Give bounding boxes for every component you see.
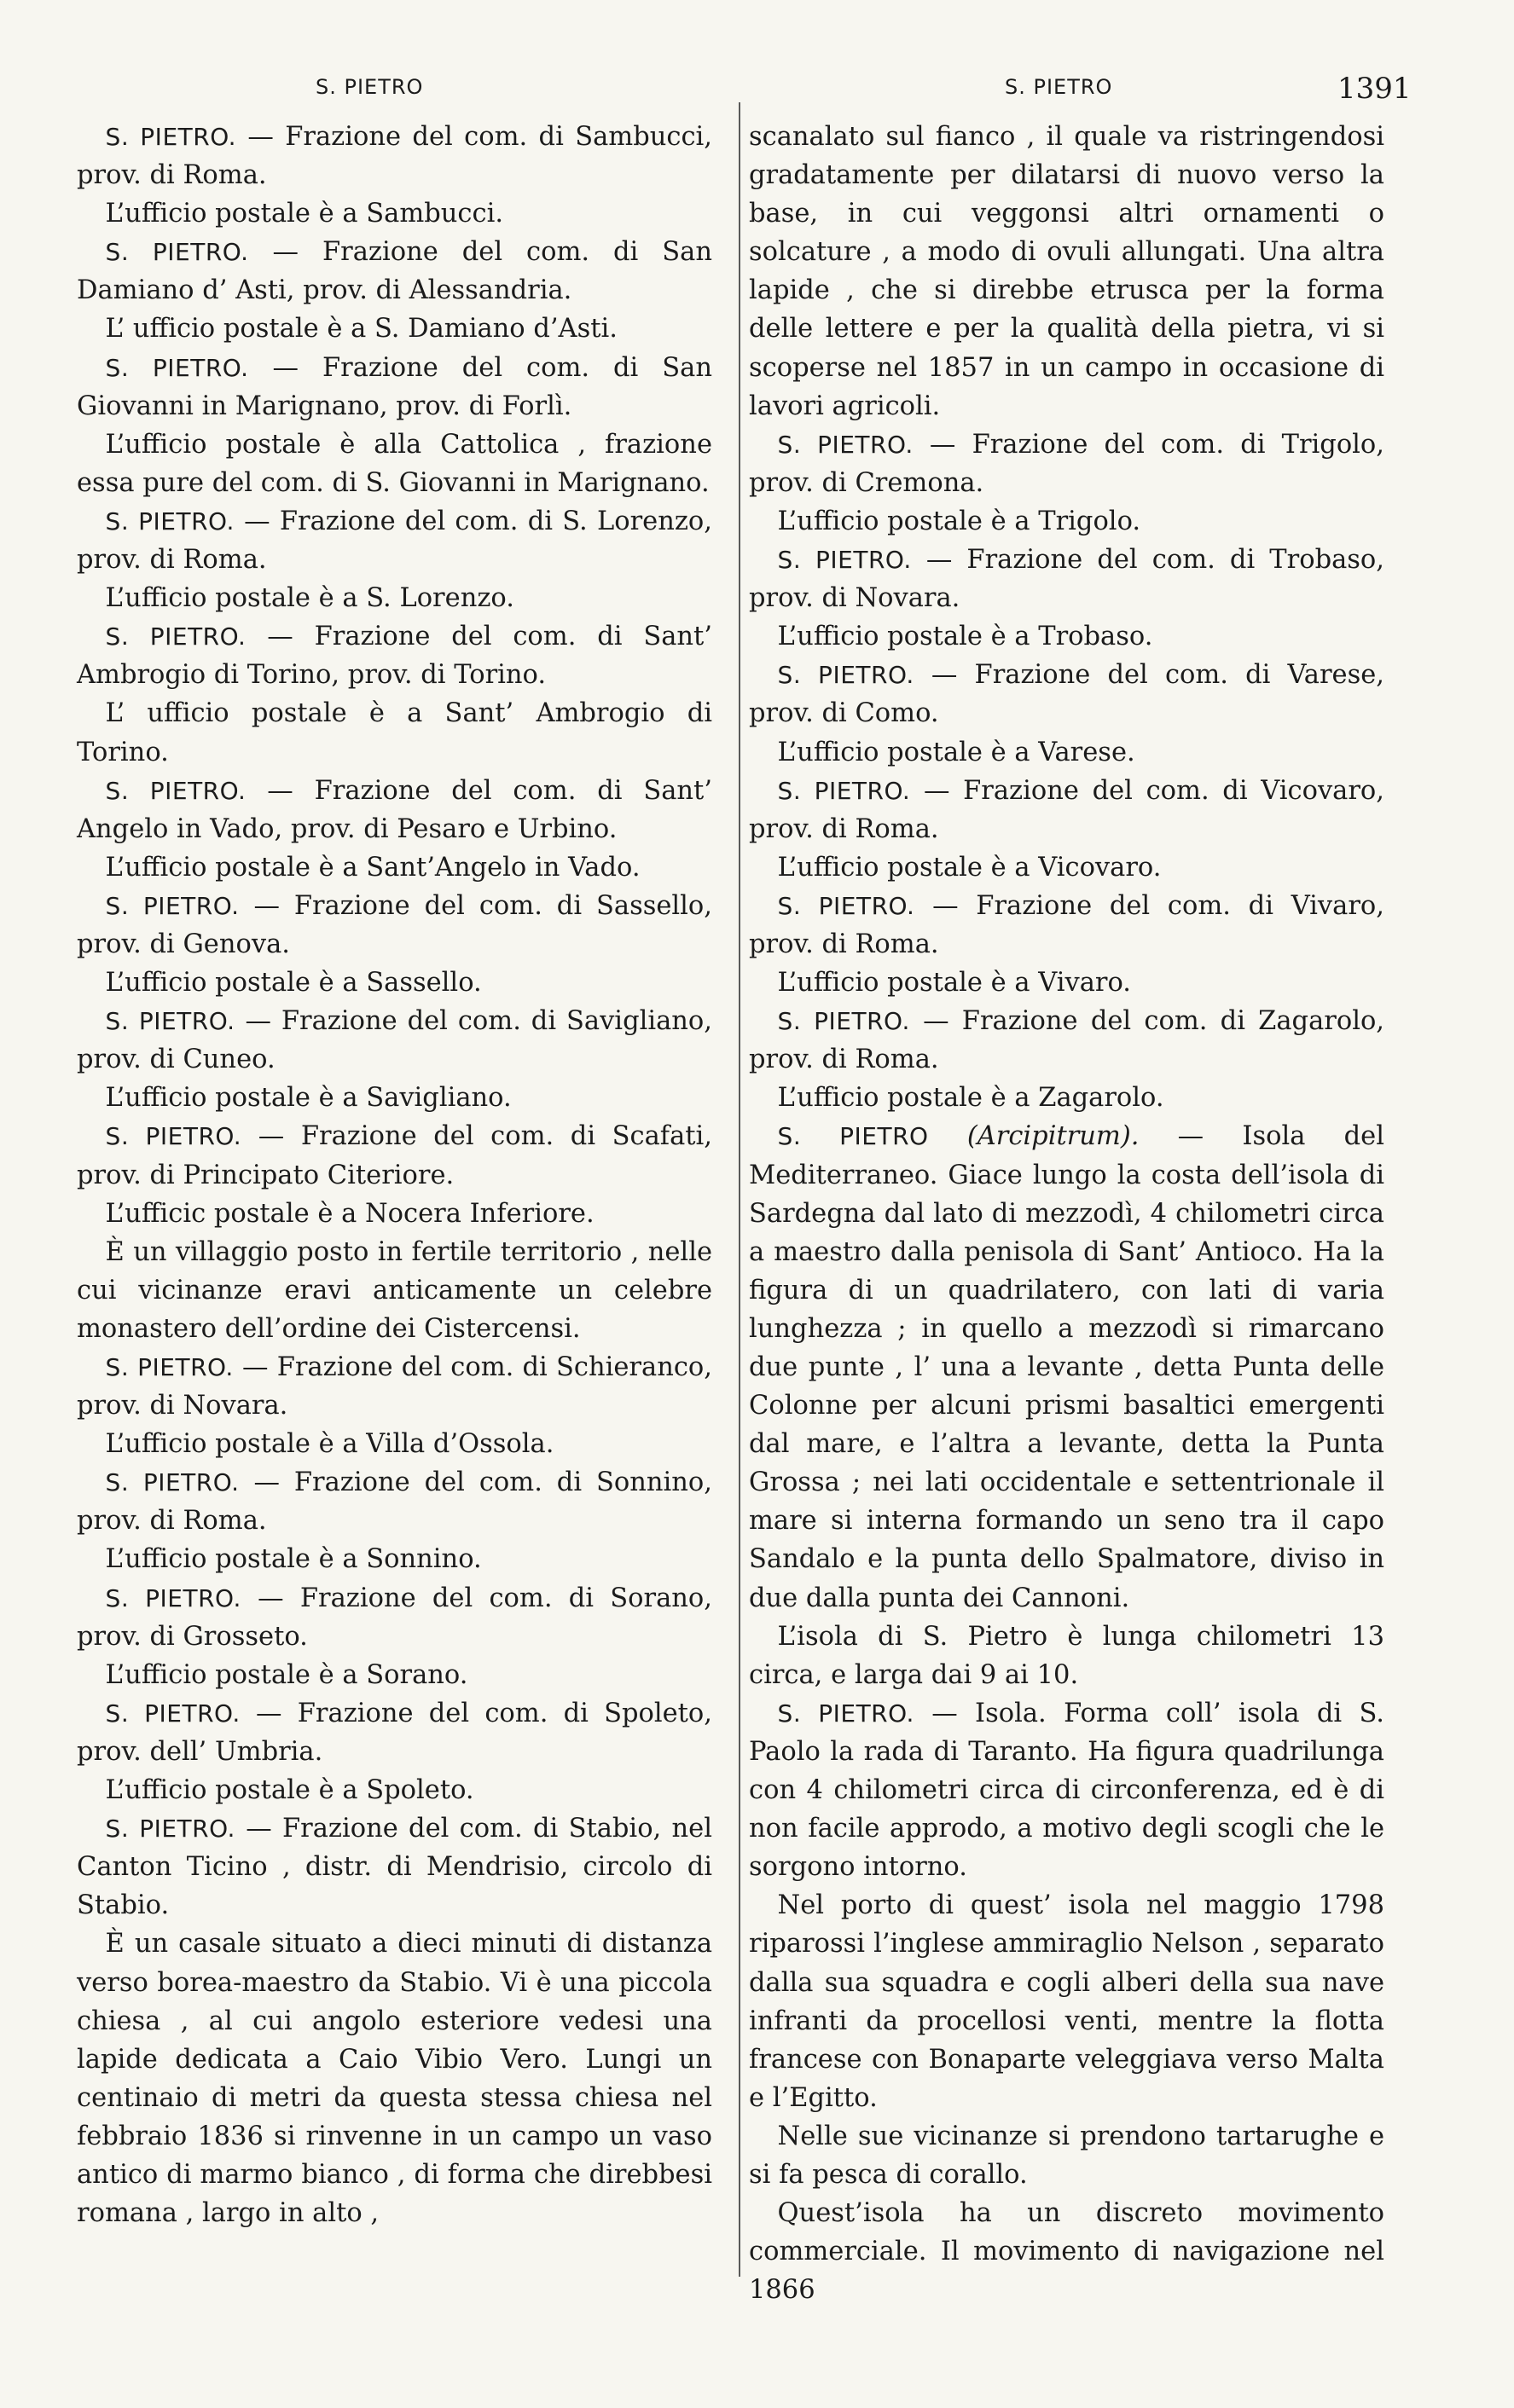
entry-text: — Frazione del com. di San Damiano d’ Asti, prov. di Alessandria. <box>77 237 712 306</box>
entry-headword: S. PIETRO. <box>777 891 915 920</box>
entry-text: Quest’isola ha un discreto movimento commerciale. Il movimento di navigazione nel 1866 <box>749 2198 1384 2306</box>
entry-latin-name: (Arcipitrum). <box>966 1121 1140 1152</box>
entry-text: È un villaggio posto in fertile territorio , nelle cui vicinanze eravi anticamente un celebre monastero dell’ordine dei Cistercensi. <box>77 1236 712 1344</box>
entry-paragraph <box>749 2117 1384 2194</box>
entry-paragraph <box>749 502 1384 541</box>
entry-paragraph <box>749 2194 1384 2309</box>
gazetteer-entry <box>77 502 712 579</box>
entry-headword: S. PIETRO. <box>105 891 240 920</box>
entry-text: L’isola di S. Pietro è lunga chilometri 13 circa, e larga dai 9 ai 10. <box>749 1621 1384 1690</box>
entry-paragraph <box>749 617 1384 656</box>
entry-headword: S. PIETRO. <box>777 776 911 805</box>
entry-text: — Frazione del com. di Savigliano, prov. di Cuneo. <box>77 1006 712 1075</box>
gazetteer-entry <box>77 617 712 694</box>
entry-paragraph <box>77 1195 712 1233</box>
entry-paragraph <box>749 1618 1384 1694</box>
entry-text: L’ufficio postale è a Vicovaro. <box>777 852 1162 883</box>
entry-headword: S. PIETRO. <box>105 506 235 535</box>
entry-text: È un casale situato a dieci minuti di distanza verso borea-maestro da Stabio. Vi è una piccola chiesa , al cui angolo esteriore vedesi una lapide dedicata a Caio Vibio Vero. Lungi un centinaio di metri da questa stessa chiesa nel febbraio 1836 si rinvenne in un campo un vaso antico di marmo bianco , di forma che direbbesi romana , largo in alto , <box>77 1929 712 2229</box>
gazetteer-entry <box>749 656 1384 732</box>
right-column <box>749 118 1385 2306</box>
running-header-left: S. PIETRO <box>316 75 424 99</box>
gazetteer-entry <box>77 233 712 310</box>
entry-text: Nel porto di quest’ isola nel maggio 1798 riparossi l’inglese ammiraglio Nelson , separato dalla sua squadra e cogli alberi della sua nave infranti da procellosi venti, mentre la flotta francese con Bonaparte veleggiava verso Malta e l’Egitto. <box>749 1890 1384 2113</box>
entry-text: — Frazione del com. di Schieranco, prov. di Novara. <box>77 1352 712 1421</box>
entry-headword: S. PIETRO. <box>105 1699 241 1728</box>
gazetteer-entry <box>77 1117 712 1194</box>
entry-text: L’ufficio postale è a Sorano. <box>105 1659 468 1690</box>
gazetteer-entry <box>77 118 712 194</box>
entry-text: — Frazione del com. di Vicovaro, prov. di Roma. <box>749 775 1384 844</box>
entry-paragraph <box>77 310 712 348</box>
entry-text: — Frazione del com. di Sant’ Ambrogio di Torino, prov. di Torino. <box>77 622 712 691</box>
entry-paragraph <box>77 1079 712 1117</box>
entry-text: L’ufficio postale è a Trobaso. <box>777 622 1153 652</box>
entry-headword: S. PIETRO <box>777 1122 929 1151</box>
entry-text: L’ufficio postale è a Sant’Angelo in Vado. <box>105 852 641 883</box>
entry-text: L’ ufficio postale è a S. Damiano d’Asti. <box>105 314 618 344</box>
entry-text: — Frazione del com. di Sant’ Angelo in Vado, prov. di Pesaro e Urbino. <box>77 775 712 844</box>
entry-paragraph <box>77 694 712 771</box>
entry-text: Nelle sue vicinanze si prendono tartarughe e si fa pesca di corallo. <box>749 2121 1384 2190</box>
entry-headword: S. PIETRO. <box>105 776 247 805</box>
entry-text: — Frazione del com. di S. Lorenzo, prov. di Roma. <box>77 506 712 576</box>
gazetteer-entry <box>77 1348 712 1425</box>
entry-text: — Frazione del com. di San Giovanni in Marignano, prov. di Forlì. <box>77 352 712 421</box>
entry-paragraph <box>749 733 1384 772</box>
gazetteer-entry <box>749 1117 1384 1617</box>
entry-headword: S. PIETRO. <box>777 661 914 690</box>
entry-paragraph <box>749 964 1384 1002</box>
entry-paragraph <box>77 1425 712 1463</box>
entry-paragraph <box>749 1886 1384 2117</box>
entry-paragraph <box>77 1233 712 1348</box>
entry-text: L’ufficio postale è a Sambucci. <box>105 199 504 229</box>
entry-text: L’ufficio postale è a Trigolo. <box>777 506 1141 536</box>
entry-paragraph <box>77 1656 712 1694</box>
entry-text: — Frazione del com. di Sambucci, prov. di Roma. <box>77 122 712 191</box>
entry-text: L’ufficio postale è a Savigliano. <box>105 1083 512 1114</box>
entry-paragraph <box>77 425 712 502</box>
gazetteer-entry <box>77 1694 712 1771</box>
entry-paragraph <box>749 848 1384 887</box>
gazetteer-entry <box>77 1809 712 1925</box>
entry-text: — Frazione del com. di Spoleto, prov. dell’ Umbria. <box>77 1698 712 1767</box>
entry-text: L’ufficio postale è a Zagarolo. <box>777 1083 1164 1114</box>
gazetteer-entry <box>77 1579 712 1656</box>
entry-headword: S. PIETRO. <box>777 430 914 459</box>
entry-text: L’ufficio postale è alla Cattolica , frazione essa pure del com. di S. Giovanni in Marignano. <box>77 429 712 498</box>
entry-headword: S. PIETRO. <box>777 546 912 575</box>
gazetteer-entry <box>77 349 712 425</box>
gazetteer-entry <box>77 1002 712 1079</box>
entry-paragraph <box>77 1925 712 2232</box>
entry-text: — Frazione del com. di Vivaro, prov. di Roma. <box>749 890 1384 959</box>
gazetteer-entry <box>77 1463 712 1540</box>
gazetteer-entry <box>77 887 712 964</box>
entry-text: — Frazione del com. di Trigolo, prov. di Cremona. <box>749 429 1384 498</box>
entry-text: — Frazione del com. di Trobaso, prov. di Novara. <box>749 545 1384 614</box>
entry-headword: S. PIETRO. <box>105 622 247 651</box>
entry-headword: S. PIETRO. <box>105 1468 240 1497</box>
entry-headword: S. PIETRO. <box>777 1699 914 1728</box>
entry-text: — Frazione del com. di Sorano, prov. di Grosseto. <box>77 1583 712 1652</box>
entry-paragraph <box>77 194 712 233</box>
entry-text: L’ufficio postale è a Sonnino. <box>105 1544 482 1575</box>
entry-text: — Frazione del com. di Varese, prov. di Como. <box>749 660 1384 729</box>
entry-text: L’ufficio postale è a Villa d’Ossola. <box>105 1429 554 1460</box>
gazetteer-entry <box>749 887 1384 964</box>
entry-text: scanalato sul fianco , il quale va ristringendosi gradatamente per dilatarsi di nuovo verso la base, in cui veggonsi altri ornamenti o solcature , a modo di ovuli allungati. Una altra lapide , che si direbbe etrusca per la forma delle lettere e per la qualità della pietra, vi si scoperse nel 1857 in un campo in occasione di lavori agricoli. <box>749 122 1384 421</box>
entry-headword: S. PIETRO. <box>105 238 249 267</box>
entry-text: — Frazione del com. di Zagarolo, prov. di Roma. <box>749 1006 1385 1075</box>
column-divider <box>739 102 740 2277</box>
entry-headword: S. PIETRO. <box>105 1583 241 1612</box>
entry-text: L’ ufficio postale è a Sant’ Ambrogio di Torino. <box>77 698 712 767</box>
running-header-right: S. PIETRO <box>1005 75 1113 99</box>
gazetteer-entry <box>749 541 1384 617</box>
entry-text: — Frazione del com. di Sonnino, prov. di Roma. <box>77 1467 712 1537</box>
entry-headword: S. PIETRO. <box>105 1353 234 1381</box>
entry-text: — Frazione del com. di Stabio, nel Canton Ticino , distr. di Mendrisio, circolo di Stabio. <box>77 1814 712 1921</box>
gazetteer-entry <box>749 772 1384 848</box>
entry-text: L’ufficic postale è a Nocera Inferiore. <box>105 1198 595 1229</box>
entry-headword: S. PIETRO. <box>105 353 249 382</box>
entry-text: — Isola. Forma coll’ isola di S. Paolo la rada di Taranto. Ha figura quadrilunga con 4 chilometri circa di circonferenza, ed è di non facile approdo, a motivo degli scogli che le sorgono intorno. <box>749 1698 1384 1883</box>
entry-text: L’ufficio postale è a Varese. <box>777 737 1135 767</box>
entry-text: — Frazione del com. di Scafati, prov. di Principato Citeriore. <box>77 1121 712 1190</box>
entry-headword: S. PIETRO. <box>105 1122 242 1151</box>
entry-paragraph <box>77 1540 712 1578</box>
entry-paragraph <box>77 579 712 617</box>
entry-text: L’ufficio postale è a Spoleto. <box>105 1775 474 1806</box>
page-number: 1391 <box>1337 72 1412 106</box>
entry-headword: S. PIETRO. <box>105 1007 235 1036</box>
entry-paragraph <box>77 1771 712 1809</box>
gazetteer-entry <box>749 425 1384 502</box>
entry-headword: S. PIETRO. <box>777 1007 910 1036</box>
gazetteer-entry <box>749 1002 1384 1079</box>
entry-paragraph <box>749 118 1384 425</box>
entry-text: — Isola del Mediterraneo. Giace lungo la costa dell’isola di Sardegna dal lato di mezzodì, 4 chilometri circa a maestro dalla penisola di Sant’ Antioco. Ha la figura di un quadrilatero, con lati di varia lunghezza ; in quello a mezzodì si rimarcano due punte , l’ una a levante , detta Punta delle Colonne per alcuni prismi basaltici emergenti dal mare, e l’altra a levante, detta la Punta Grossa ; nei lati occidentale e settentrionale il mare si interna formando un seno tra il capo Sandalo e la punta dello Spalmatore, diviso in due dalla punta dei Cannoni. <box>749 1121 1384 1613</box>
gazetteer-entry <box>77 772 712 848</box>
gazetteer-entry <box>749 1694 1384 1886</box>
entry-paragraph <box>77 848 712 887</box>
entry-text: L’ufficio postale è a S. Lorenzo. <box>105 583 514 614</box>
entry-text: L’ufficio postale è a Vivaro. <box>777 968 1132 999</box>
entry-headword: S. PIETRO. <box>105 123 236 151</box>
entry-text: — Frazione del com. di Sassello, prov. di Genova. <box>77 890 712 959</box>
entry-paragraph <box>77 964 712 1002</box>
entry-headword: S. PIETRO. <box>105 1815 235 1844</box>
entry-paragraph <box>749 1079 1384 1117</box>
left-column <box>77 118 712 2275</box>
entry-text: L’ufficio postale è a Sassello. <box>105 968 482 999</box>
